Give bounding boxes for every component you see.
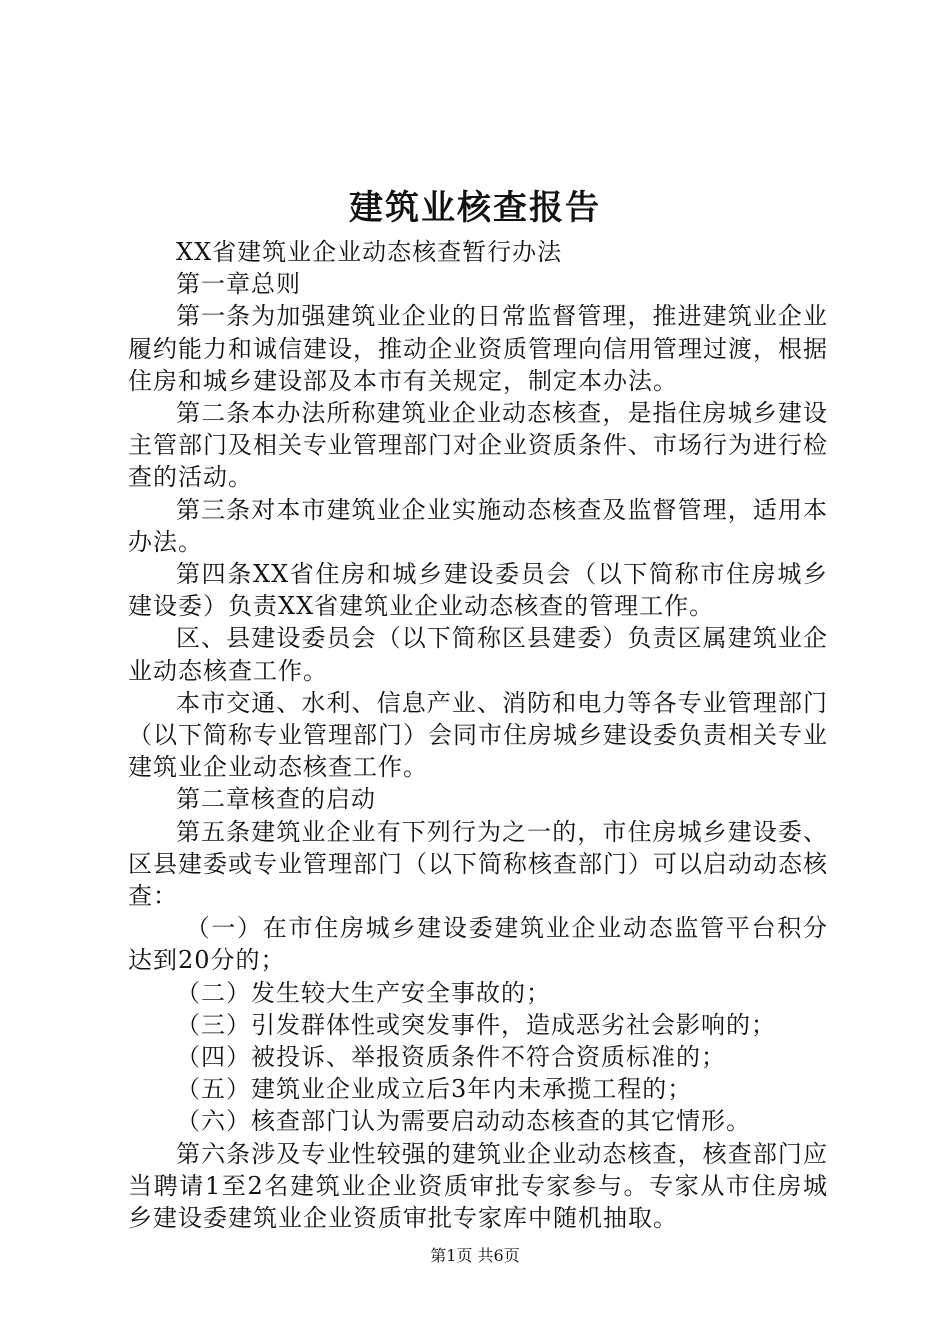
paragraph-subtitle: XX省建筑业企业动态核查暂行办法	[176, 238, 563, 266]
list-item-6: （六）核查部门认为需要启动动态核查的其它情形。	[176, 1107, 751, 1136]
list-item-1: （一）在市住房城乡建设委建筑业企业动态监管平台积分达到20分的；	[128, 914, 828, 975]
document-body	[128, 236, 828, 1234]
page-footer: 第1页 共6页	[430, 1246, 520, 1265]
list-item-4: （四）被投诉、举报资质条件不符合资质标准的；	[176, 1043, 726, 1072]
paragraph-article-4-professional: 本市交通、水利、信息产业、消防和电力等各专业管理部门（以下简称专业管理部门）会同市住房城乡建设委负责相关专业建筑业企业动态核查工作。	[128, 688, 828, 782]
document-title: 建筑业核查报告	[349, 188, 601, 228]
list-item-3: （三）引发群体性或突发事件，造成恶劣社会影响的；	[176, 1010, 776, 1039]
paragraph-article-2: 第二条本办法所称建筑业企业动态核查，是指住房城乡建设主管部门及相关专业管理部门对企业资质条件、市场行为进行检查的活动。	[128, 399, 828, 492]
paragraph-article-4-district: 区、县建设委员会（以下简称区县建委）负责区属建筑业企业动态核查工作。	[128, 624, 828, 685]
list-item-2: （二）发生较大生产安全事故的；	[176, 978, 551, 1007]
paragraph-article-4: 第四条XX省住房和城乡建设委员会（以下简称市住房城乡建设委）负责XX省建筑业企业动态核查的管理工作。	[128, 560, 828, 621]
paragraph-article-6: 第六条涉及专业性较强的建筑业企业动态核查，核查部门应当聘请1至2名建筑业企业资质审批专家参与。专家从市住房城乡建设委建筑业企业资质审批专家库中随机抽取。	[128, 1139, 828, 1233]
list-item-5: （五）建筑业企业成立后3年内未承揽工程的；	[176, 1075, 693, 1104]
paragraph-article-1: 第一条为加强建筑业企业的日常监督管理，推进建筑业企业履约能力和诚信建设，推动企业资质管理向信用管理过渡，根据住房和城乡建设部及本市有关规定，制定本办法。	[128, 302, 828, 395]
paragraph-article-5: 第五条建筑业企业有下列行为之一的，市住房城乡建设委、区县建委或专业管理部门（以下简称核查部门）可以启动动态核查：	[128, 817, 828, 911]
paragraph-chapter-2: 第二章核查的启动	[176, 785, 376, 814]
paragraph-article-3: 第三条对本市建筑业企业实施动态核查及监督管理，适用本办法。	[128, 495, 828, 556]
paragraph-chapter-1: 第一章总则	[176, 270, 301, 299]
